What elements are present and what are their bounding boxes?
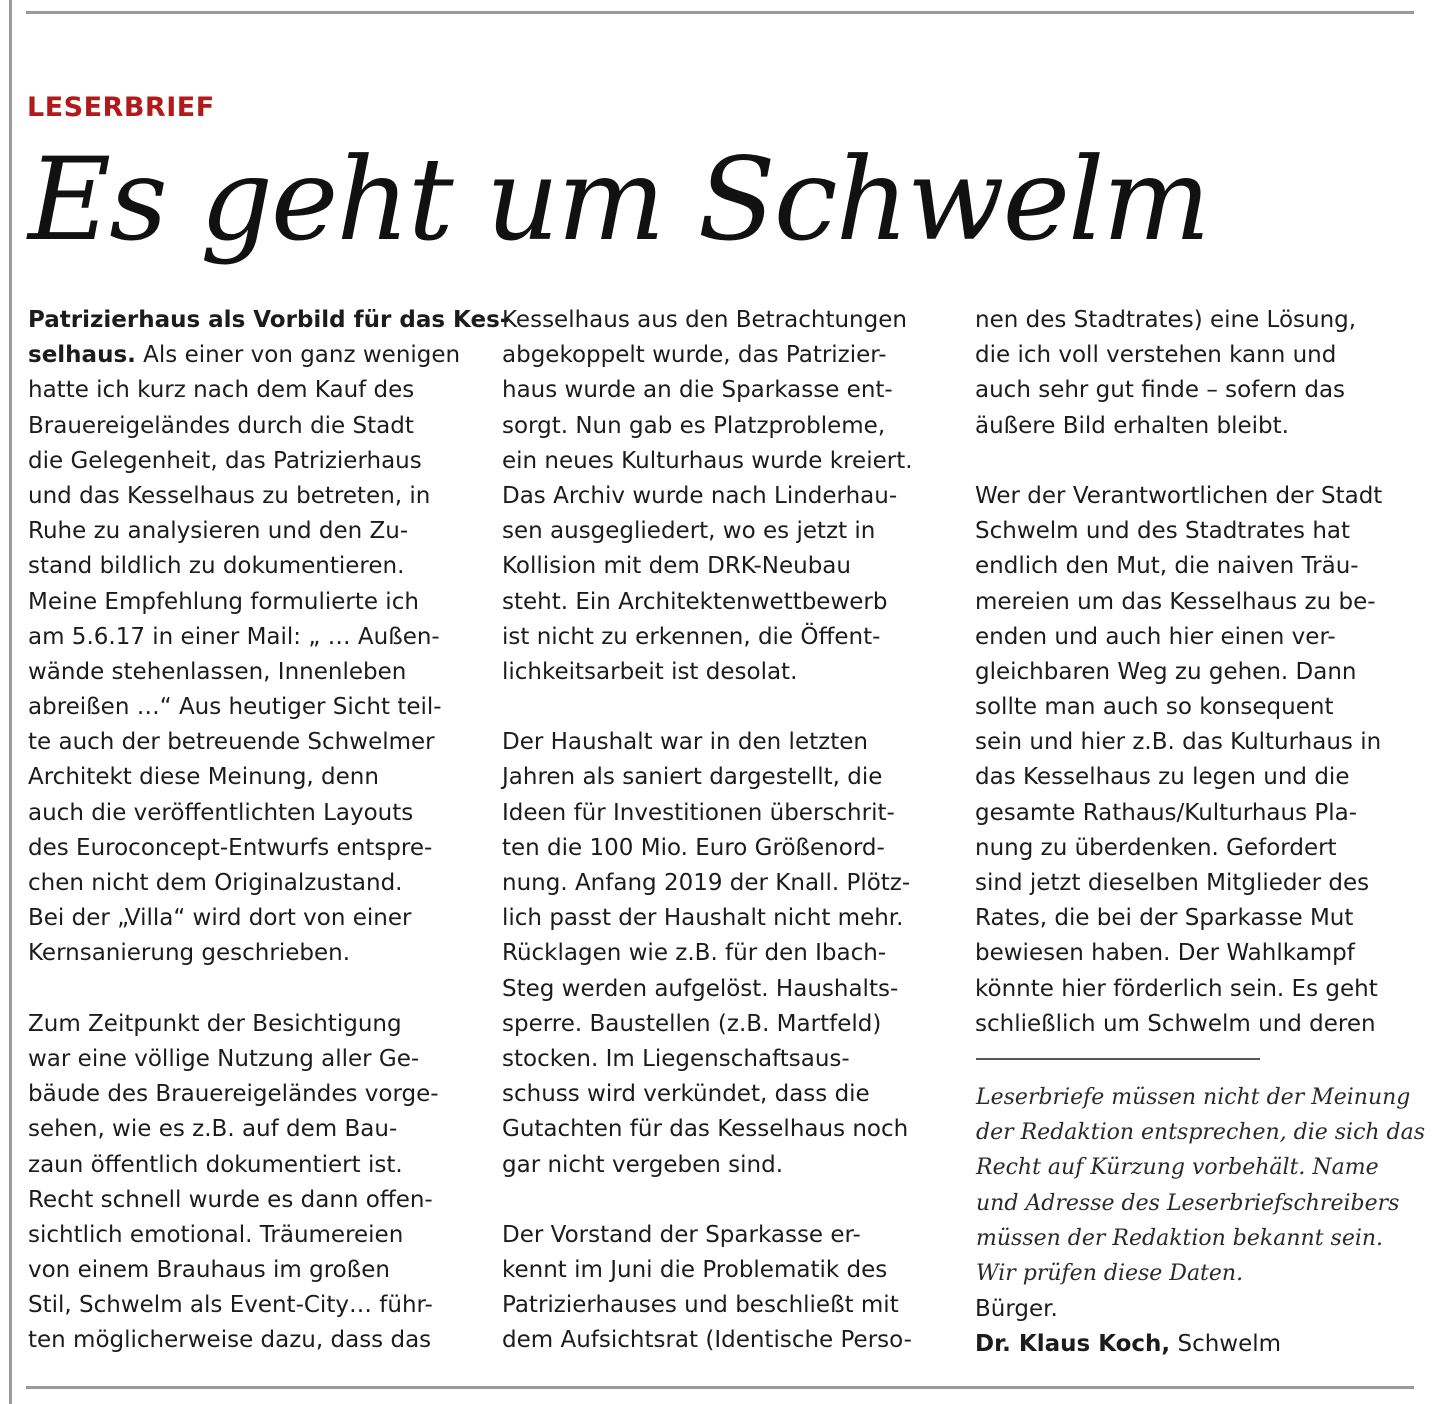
text-line: Leserbriefe müssen nicht der Meinung [976,1085,1411,1110]
text-line: hatte ich kurz nach dem Kauf des [28,377,415,404]
text-line: schuss wird verkündet, dass die [502,1081,870,1108]
paragraph-gap [502,1183,913,1218]
text-line: bäude des Brauereigeländes vorge- [28,1081,439,1108]
text-line: Das Archiv wurde nach Linderhau- [502,482,898,509]
text-line: Meine Empfehlung formulierte ich [28,588,419,615]
text-line: Der Vorstand der Sparkasse er- [502,1221,861,1248]
text-line: Recht auf Kürzung vorbehält. Name [976,1155,1379,1181]
text-line: sein und hier z.B. das Kulturhaus in [975,729,1382,756]
article-column-3 [975,303,1382,1042]
text-line: nen des Stadtrates) eine Lösung, [975,307,1357,333]
text-line: Kesselhaus aus den Betrachtungen [502,307,907,333]
text-line: Architekt diese Meinung, denn [28,764,379,791]
text-line: Jahren als saniert dargestellt, die [502,764,883,791]
text-line: die ich voll verstehen kann und [975,342,1337,369]
text-line: Rates, die bei der Sparkasse Mut [975,905,1354,932]
text-line: gesamte Rathaus/Kulturhaus Pla- [975,799,1358,826]
paragraph [502,725,913,1182]
text-line: Wer der Verantwortlichen der Stadt [975,482,1383,509]
text-line: lichkeitsarbeit ist desolat. [502,658,798,685]
paragraph-gap [502,690,913,725]
text-line: schließlich um Schwelm und deren [975,1010,1376,1037]
signature-block [975,1292,1281,1362]
text-line: abreißen …“ Aus heutiger Sicht teil- [28,694,442,721]
text-line: und das Kesselhaus zu betreten, in [28,482,431,509]
lead-in-bold-end: selhaus. [28,342,136,369]
text-line: sehen, wie es z.B. auf dem Bau- [28,1116,398,1143]
text-line: Steg werden aufgelöst. Haushalts- [502,975,899,1002]
text-line: lich passt der Haushalt nicht mehr. [502,905,904,932]
text-line [28,338,509,373]
text-line: von einem Brauhaus im großen [28,1257,390,1284]
text-line: und Adresse des Leserbriefschreibers [976,1190,1400,1216]
author-name: Dr. Klaus Koch, [975,1331,1171,1358]
text-line: Ruhe zu analysieren und den Zu- [28,518,409,545]
text-line: steht. Ein Architektenwettbewerb [502,588,888,615]
text-line: haus wurde an die Sparkasse ent- [502,377,893,404]
text-line: die Gelegenheit, das Patrizierhaus [28,447,422,474]
text-line: Bei der „Villa“ wird dort von einer [28,905,412,932]
text-line: Zum Zeitpunkt der Besichtigung [28,1010,402,1037]
text-line: auch die veröffentlichten Layouts [28,799,414,826]
text-line: Stil, Schwelm als Event-City… führ- [28,1292,433,1319]
text-line: äußere Bild erhalten bleibt. [975,412,1289,439]
paragraph [502,303,913,690]
paragraph-gap [975,444,1382,479]
text-line: Ideen für Investitionen überschrit- [502,799,895,826]
text-line: war eine völlige Nutzung aller Ge- [28,1045,420,1072]
text-line: am 5.6.17 in einer Mail: „ … Außen- [28,623,440,650]
text-line: Brauereigeländes durch die Stadt [28,412,414,439]
text-line: ist nicht zu erkennen, die Öffent- [502,623,881,650]
editorial-disclaimer [976,1080,1425,1291]
text-line: Patrizierhauses und beschließt mit [502,1292,899,1319]
text-line: Schwelm und des Stadtrates hat [975,518,1351,545]
section-kicker: LESERBRIEF [27,92,215,123]
text-line: mereien um das Kesselhaus zu be- [975,588,1376,615]
text-line: Der Haushalt war in den letzten [502,729,868,756]
text-line: enden und auch hier einen ver- [975,623,1336,650]
text-line: Rücklagen wie z.B. für den Ibach- [502,940,887,967]
text-line: des Euroconcept-Entwurfs entspre- [28,834,433,861]
lead-in-rest: Als einer von ganz wenigen [135,342,461,369]
text-line: sorgt. Nun gab es Platzprobleme, [502,412,886,439]
text-line: Recht schnell wurde es dann offen- [28,1186,433,1213]
top-rule [26,11,1414,14]
text-line: Wir prüfen diese Daten. [976,1260,1244,1286]
paragraph [502,1218,913,1359]
text-line: nung. Anfang 2019 der Knall. Plötz- [502,870,911,896]
text-line: endlich den Mut, die naiven Träu- [975,553,1359,580]
paragraph [975,479,1382,1042]
headline: Es geht um Schwelm [28,133,1209,266]
paragraph [975,303,1382,444]
paragraph [28,373,509,971]
text-line: kennt im Juni die Problematik des [502,1257,888,1284]
text-line: Kernsanierung geschrieben. [28,940,351,967]
page-border-left [9,0,12,1404]
text-line: chen nicht dem Originalzustand. [28,870,403,896]
text-line: Gutachten für das Kesselhaus noch [502,1116,909,1143]
author-city: Schwelm [1170,1331,1282,1358]
article-column-2 [502,303,913,1359]
paragraph-gap [28,972,509,1007]
text-line: stand bildlich zu dokumentieren. [28,553,405,580]
text-line: sen ausgegliedert, wo es jetzt in [502,518,876,545]
text-line: gleichbaren Weg zu gehen. Dann [975,658,1357,685]
text-line: te auch der betreuende Schwelmer [28,729,435,756]
text-line: ten die 100 Mio. Euro Größenord- [502,834,885,861]
text-line: ten möglicherweise dazu, dass das [28,1327,432,1354]
text-line: zaun öffentlich dokumentiert ist. [28,1151,403,1178]
bottom-rule [26,1386,1414,1389]
text-line: sperre. Baustellen (z.B. Martfeld) [502,1010,882,1037]
text-line: nung zu überdenken. Gefordert [975,834,1337,861]
text-line: gar nicht vergeben sind. [502,1151,784,1178]
disclaimer-divider [976,1058,1260,1060]
text-line: bewiesen haben. Der Wahlkampf [975,940,1355,967]
paragraph [28,1007,509,1359]
text-line: auch sehr gut finde – sofern das [975,377,1346,404]
author-line [975,1327,1281,1362]
text-line: stocken. Im Liegenschaftsaus- [502,1045,850,1072]
text-line: sichtlich emotional. Träumereien [28,1221,404,1248]
text-line: abgekoppelt wurde, das Patrizier- [502,342,887,369]
text-line: das Kesselhaus zu legen und die [975,764,1350,791]
article-column-1 [28,303,509,1359]
text-line: ein neues Kulturhaus wurde kreiert. [502,447,913,474]
text-line: wände stehenlassen, Innenleben [28,658,407,685]
text-line: Kollision mit dem DRK-Neubau [502,553,851,580]
text-line: müssen der Redaktion bekannt sein. [976,1225,1384,1251]
text-line: dem Aufsichtsrat (Identische Perso- [502,1327,912,1354]
lead-in-bold: Patrizierhaus als Vorbild für das Kes- [28,307,510,333]
closing-word: Bürger. [975,1296,1058,1322]
text-line: könnte hier förderlich sein. Es geht [975,975,1378,1002]
text-line: der Redaktion entsprechen, die sich das [976,1120,1426,1146]
text-line: sind jetzt dieselben Mitglieder des [975,870,1370,896]
text-line: sollte man auch so konsequent [975,694,1334,721]
